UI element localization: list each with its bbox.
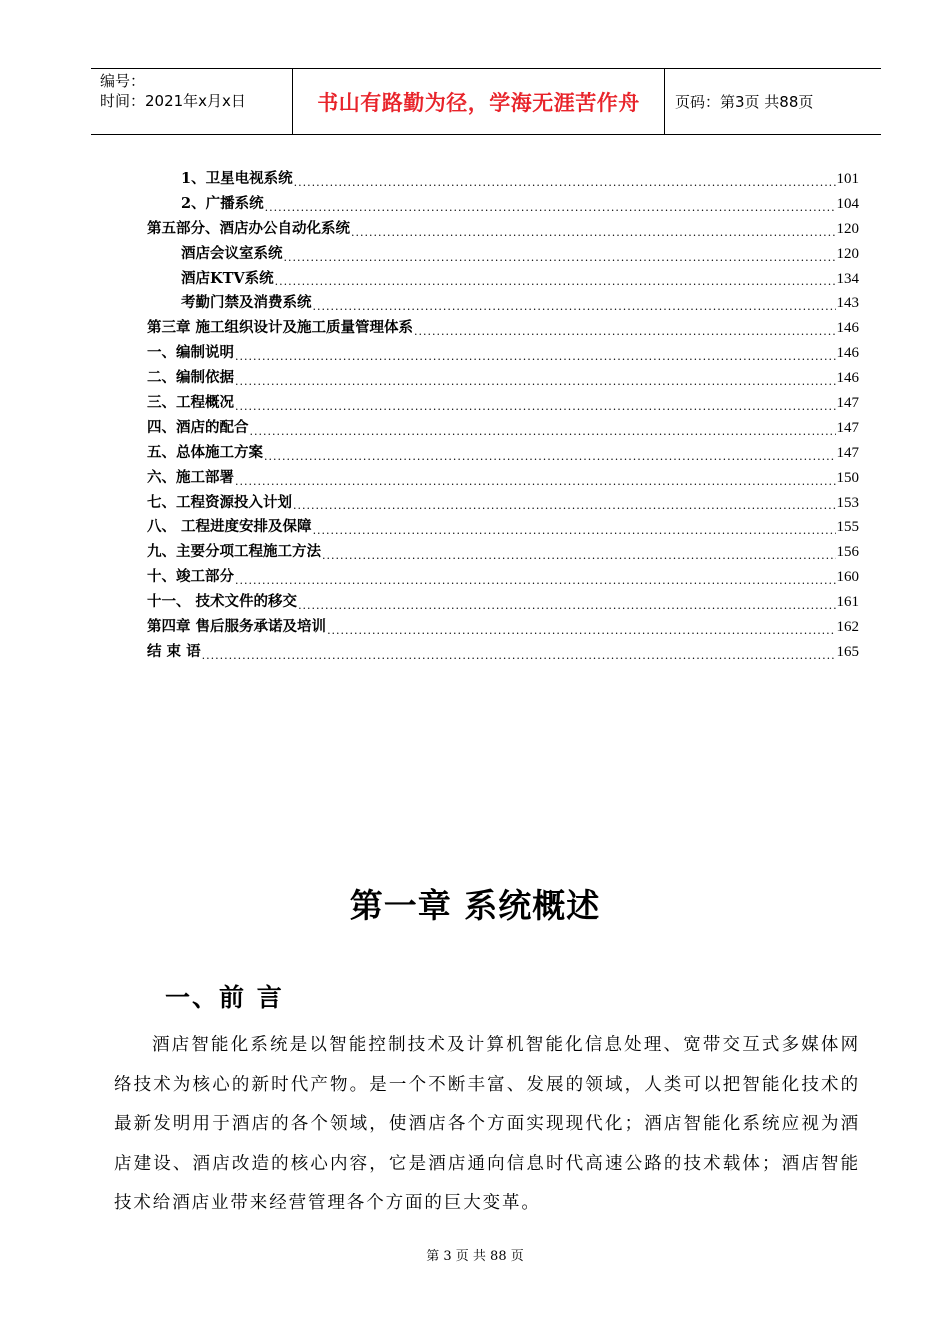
toc-entry[interactable] (147, 291, 859, 316)
toc-entry-title: 三、工程概况 (147, 394, 234, 411)
toc-entry-title: 二、编制依据 (147, 369, 234, 387)
header-page-label: 页码：第3页 共88页 (675, 93, 814, 111)
toc-entry[interactable] (147, 391, 859, 416)
table-of-contents (147, 167, 859, 665)
toc-entry[interactable] (147, 565, 859, 590)
toc-entry[interactable] (147, 441, 859, 466)
toc-entry-page: 120 (836, 245, 859, 262)
toc-entry-page: 143 (836, 295, 859, 312)
toc-entry[interactable] (147, 341, 859, 366)
toc-entry-page: 147 (836, 444, 859, 461)
toc-leader-dots (250, 423, 836, 441)
toc-entry-title: 2、广播系统 (181, 194, 264, 212)
toc-entry-title: 酒店会议室系统 (181, 244, 283, 262)
toc-entry-page: 160 (836, 569, 859, 586)
toc-leader-dots (235, 398, 836, 416)
toc-entry[interactable] (147, 466, 859, 491)
toc-leader-dots (284, 249, 836, 267)
toc-leader-dots (235, 473, 836, 491)
toc-entry[interactable] (147, 316, 859, 341)
toc-entry[interactable] (147, 590, 859, 615)
toc-entry-page: 120 (836, 220, 859, 237)
toc-entry[interactable] (147, 491, 859, 516)
toc-entry-page: 147 (836, 419, 859, 436)
toc-entry-title: 四、酒店的配合 (147, 418, 249, 436)
toc-entry[interactable] (147, 217, 859, 242)
toc-entry[interactable] (147, 192, 859, 217)
toc-leader-dots (265, 199, 836, 217)
toc-entry-page: 146 (836, 320, 859, 337)
toc-entry-title: 第四章 售后服务承诺及培训 (147, 618, 327, 636)
toc-entry-title: 考勤门禁及消费系统 (181, 294, 312, 312)
toc-entry-page: 104 (836, 195, 859, 212)
toc-entry-title: 八、 工程进度安排及保障 (147, 518, 312, 536)
toc-leader-dots (235, 572, 836, 590)
chapter-title: 第一章 系统概述 (349, 886, 601, 925)
header-motto: 书山有路勤为径，学海无涯苦作舟 (293, 69, 665, 134)
toc-entry[interactable] (147, 167, 859, 192)
toc-entry-title: 1、卫星电视系统 (181, 169, 293, 187)
toc-leader-dots (275, 273, 836, 291)
toc-entry[interactable] (147, 242, 859, 267)
toc-leader-dots (202, 647, 836, 665)
toc-entry-title: 第五部分、酒店办公自动化系统 (147, 219, 350, 237)
toc-entry-page: 153 (836, 494, 859, 511)
toc-leader-dots (235, 373, 836, 391)
header-meta (91, 69, 293, 134)
toc-entry-title: 十一、 技术文件的移交 (147, 593, 298, 611)
toc-entry[interactable] (147, 615, 859, 640)
toc-leader-dots (235, 348, 836, 366)
toc-entry-page: 161 (836, 594, 859, 611)
toc-entry-title: 十、竣工部分 (147, 568, 234, 586)
toc-entry-page: 162 (836, 619, 859, 636)
toc-leader-dots (313, 522, 836, 540)
toc-entry-page: 134 (836, 270, 859, 287)
page-footer: 第 3 页 共 88 页 (426, 1249, 524, 1264)
toc-leader-dots (293, 497, 836, 515)
toc-leader-dots (294, 174, 836, 192)
toc-entry[interactable] (147, 366, 859, 391)
body-paragraph: 酒店智能化系统是以智能控制技术及计算机智能化信息处理、宽带交互式多媒体网络技术为核心的新时代产物。是一个不断丰富、发展的领域，人类可以把智能化技术的最新发明用于酒店的各个领域，使酒店各个方面实现现代化；酒店智能化系统应视为酒店建设、酒店改造的核心内容，它是酒店通向信息时代高速公路的技术载体；酒店智能技术给酒店业带来经营管理各个方面的巨大变革。 (114, 1035, 860, 1213)
toc-leader-dots (327, 622, 835, 640)
toc-entry[interactable] (147, 540, 859, 565)
toc-entry-page: 156 (836, 544, 859, 561)
toc-entry[interactable] (147, 416, 859, 441)
toc-entry-page: 165 (836, 643, 859, 660)
toc-leader-dots (264, 448, 836, 466)
toc-leader-dots (313, 298, 836, 316)
toc-entry-title: 酒店KTV系统 (181, 269, 274, 287)
toc-entry-page: 150 (836, 469, 859, 486)
toc-entry[interactable] (147, 267, 859, 292)
toc-leader-dots (414, 323, 835, 341)
toc-entry-page: 146 (836, 370, 859, 387)
toc-entry-title: 七、工程资源投入计划 (147, 493, 292, 511)
time-label: 时间：2021年x月x日 (100, 92, 246, 110)
toc-entry-title: 结 束 语 (147, 642, 201, 660)
toc-entry-page: 155 (836, 519, 859, 536)
toc-leader-dots (322, 547, 836, 565)
toc-leader-dots (351, 224, 836, 242)
page-header (91, 68, 881, 135)
toc-entry-title: 第三章 施工组织设计及施工质量管理体系 (147, 319, 414, 337)
toc-entry[interactable] (147, 640, 859, 665)
toc-entry-title: 一、编制说明 (147, 344, 234, 362)
toc-entry-page: 146 (836, 345, 859, 362)
toc-entry-page: 101 (836, 170, 859, 187)
toc-entry-page: 147 (836, 395, 859, 411)
section-title: 一、前 言 (165, 983, 284, 1012)
toc-leader-dots (298, 597, 835, 615)
toc-entry-title: 九、主要分项工程施工方法 (147, 543, 321, 561)
toc-entry[interactable] (147, 515, 859, 540)
toc-entry-title: 五、总体施工方案 (147, 443, 263, 461)
number-label: 编号： (100, 72, 146, 90)
toc-entry-title: 六、施工部署 (147, 468, 234, 486)
